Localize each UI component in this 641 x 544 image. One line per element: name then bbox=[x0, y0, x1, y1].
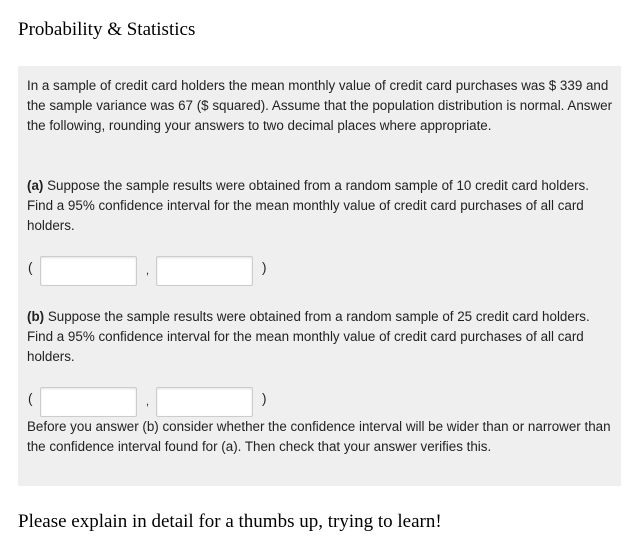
question-panel bbox=[18, 66, 621, 486]
footer-request: Please explain in detail for a thumbs up, trying to learn! bbox=[18, 511, 442, 532]
part-b-interval bbox=[27, 387, 327, 417]
part-b-close-paren: ) bbox=[262, 391, 267, 406]
part-b-prompt bbox=[27, 307, 617, 367]
part-a-text: Suppose the sample results were obtained from a random sample of 10 credit card holders. Find a 95% confidence interval for the mean monthly value of credit card purchases of all card holders. bbox=[27, 178, 589, 233]
part-a-upper-bound-input[interactable] bbox=[156, 256, 253, 286]
part-b-note: Before you answer (b) consider whether the confidence interval will be wider than or narrower than the confidence interval found for (a). Then check that your answer verifies this. bbox=[27, 419, 611, 454]
question-intro: In a sample of credit card holders the mean monthly value of credit card purchases was $ 339 and the sample variance was 67 ($ squared). Assume that the population distribution is normal. Answer the following, rounding your answers to two decimal places where appropriate. bbox=[27, 78, 613, 133]
part-a-close-paren: ) bbox=[262, 260, 267, 275]
page-title: Probability & Statistics bbox=[18, 19, 196, 40]
part-b-lower-bound-input[interactable] bbox=[40, 387, 137, 417]
part-a-lower-bound-input[interactable] bbox=[40, 256, 137, 286]
part-a-prompt bbox=[27, 176, 617, 236]
part-a-comma: , bbox=[146, 265, 150, 277]
part-a-label: (a) bbox=[27, 178, 44, 193]
part-a-interval bbox=[27, 256, 327, 286]
part-b-upper-bound-input[interactable] bbox=[156, 387, 253, 417]
part-b-label: (b) bbox=[27, 309, 45, 324]
part-b-open-paren: ( bbox=[28, 391, 33, 406]
part-a-open-paren: ( bbox=[28, 260, 33, 275]
part-b-comma: , bbox=[146, 396, 150, 408]
part-b-text: Suppose the sample results were obtained from a random sample of 25 credit card holders. Find a 95% confidence interval for the mean monthly value of credit card purchases of all card holders. bbox=[27, 309, 590, 364]
